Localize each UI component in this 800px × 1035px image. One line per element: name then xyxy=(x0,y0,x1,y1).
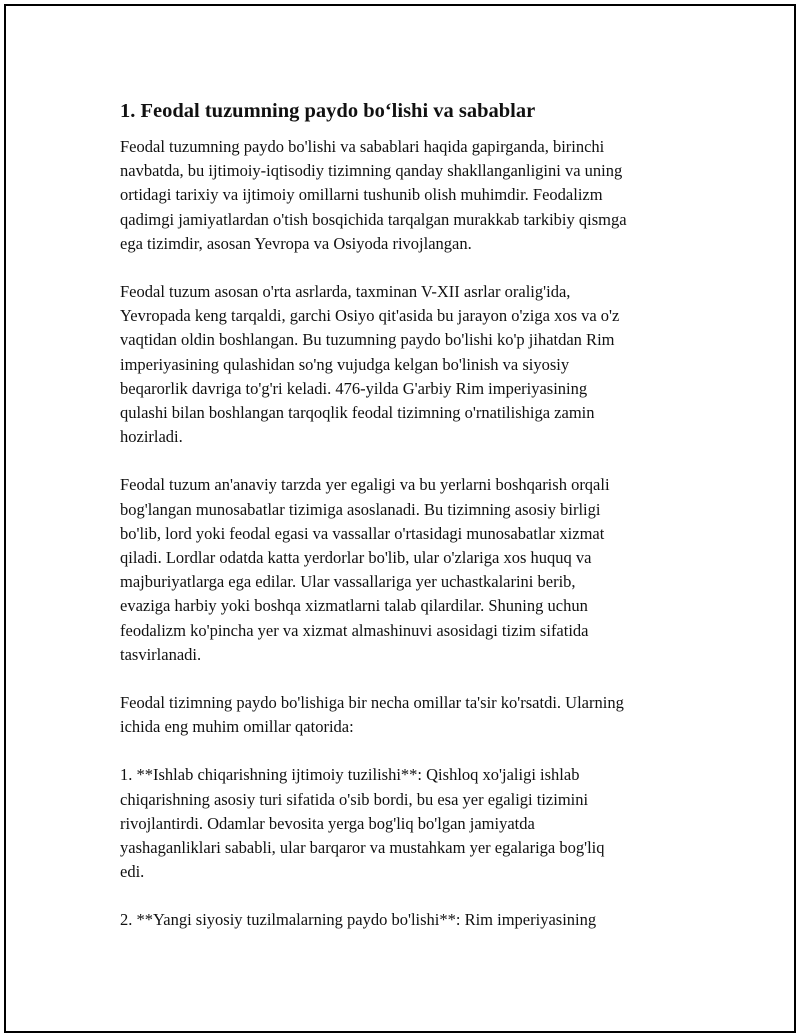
paragraph-line: bog'langan munosabatlar tizimiga asoslanadi. Bu tizimning asosiy birligi xyxy=(120,499,601,519)
document-paragraph xyxy=(120,763,700,884)
paragraph-line: imperiyasining qulashidan so'ng vujudga kelgan bo'linish va siyosiy xyxy=(120,354,570,374)
paragraph-line: Feodal tizimning paydo bo'lishiga bir necha omillar ta'sir ko'rsatdi. Ularning xyxy=(120,693,624,713)
paragraph-line: tasvirlanadi. xyxy=(120,644,202,664)
document-paragraph xyxy=(120,691,700,739)
paragraph-line: ichida eng muhim omillar qatorida: xyxy=(120,717,354,737)
paragraph-line: feodalizm ko'pincha yer va xizmat almashinuvi asosidagi tizim sifatida xyxy=(120,620,589,640)
paragraph-line: beqarorlik davriga to'g'ri keladi. 476-yilda G'arbiy Rim imperiyasining xyxy=(120,378,588,398)
document-body xyxy=(120,135,700,933)
document-paragraph xyxy=(120,473,700,667)
document-content xyxy=(120,97,700,957)
paragraph-line: hozirladi. xyxy=(120,427,183,447)
document-paragraph xyxy=(120,908,700,932)
paragraph-line: Feodal tuzum an'anaviy tarzda yer egaligi va bu yerlarni boshqarish orqali xyxy=(120,475,610,495)
paragraph-line: yashaganliklari sababli, ular barqaror va mustahkam yer egalariga bog'liq xyxy=(120,838,605,858)
paragraph-line: Feodal tuzum asosan o'rta asrlarda, taxminan V-XII asrlar oralig'ida, xyxy=(120,282,571,302)
document-paragraph xyxy=(120,280,700,449)
document-title: 1. Feodal tuzumning paydo bo‘lishi va sabablar xyxy=(120,100,536,122)
paragraph-line: qulashi bilan boshlangan tarqoqlik feodal tizimning o'rnatilishiga zamin xyxy=(120,403,595,423)
paragraph-line: vaqtidan oldin boshlangan. Bu tuzumning paydo bo'lishi ko'p jihatdan Rim xyxy=(120,330,615,350)
paragraph-line: bo'lib, lord yoki feodal egasi va vassallar o'rtasidagi munosabatlar xizmat xyxy=(120,523,605,543)
paragraph-line: Feodal tuzumning paydo bo'lishi va sabablari haqida gapirganda, birinchi xyxy=(120,137,605,156)
paragraph-line: qiladi. Lordlar odatda katta yerdorlar bo'lib, ular o'zlariga xos huquq va xyxy=(120,548,592,568)
paragraph-line: rivojlantirdi. Odamlar bevosita yerga bog'liq bo'lgan jamiyatda xyxy=(120,813,535,833)
paragraph-line: navbatda, bu ijtimoiy-iqtisodiy tizimning qanday shakllanganligini va uning xyxy=(120,161,623,181)
paragraph-line: chiqarishning asosiy turi sifatida o'sib bordi, bu esa yer egaligi tizimini xyxy=(120,789,589,809)
paragraph-line: 2. **Yangi siyosiy tuzilmalarning paydo bo'lishi**: Rim imperiyasining xyxy=(120,910,597,930)
paragraph-line: ortidagi tarixiy va ijtimoiy omillarni tushunib olish muhimdir. Feodalizm xyxy=(120,185,603,205)
paragraph-line: majburiyatlarga ega edilar. Ular vassallariga yer uchastkalarini berib, xyxy=(120,572,576,592)
paragraph-line: Yevropada keng tarqaldi, garchi Osiyo qit'asida bu jarayon o'ziga xos va o'z xyxy=(120,306,620,326)
paragraph-line: evaziga harbiy yoki boshqa xizmatlarni talab qilardilar. Shuning uchun xyxy=(120,596,588,616)
paragraph-line: ega tizimdir, asosan Yevropa va Osiyoda rivojlangan. xyxy=(120,233,472,253)
paragraph-line: edi. xyxy=(120,862,145,882)
paragraph-line: 1. **Ishlab chiqarishning ijtimoiy tuzilishi**: Qishloq xo'jaligi ishlab xyxy=(120,765,580,785)
document-page xyxy=(4,4,796,1033)
document-paragraph xyxy=(120,135,700,256)
paragraph-line: qadimgi jamiyatlardan o'tish bosqichida tarqalgan murakkab tarkibiy qismga xyxy=(120,209,627,229)
